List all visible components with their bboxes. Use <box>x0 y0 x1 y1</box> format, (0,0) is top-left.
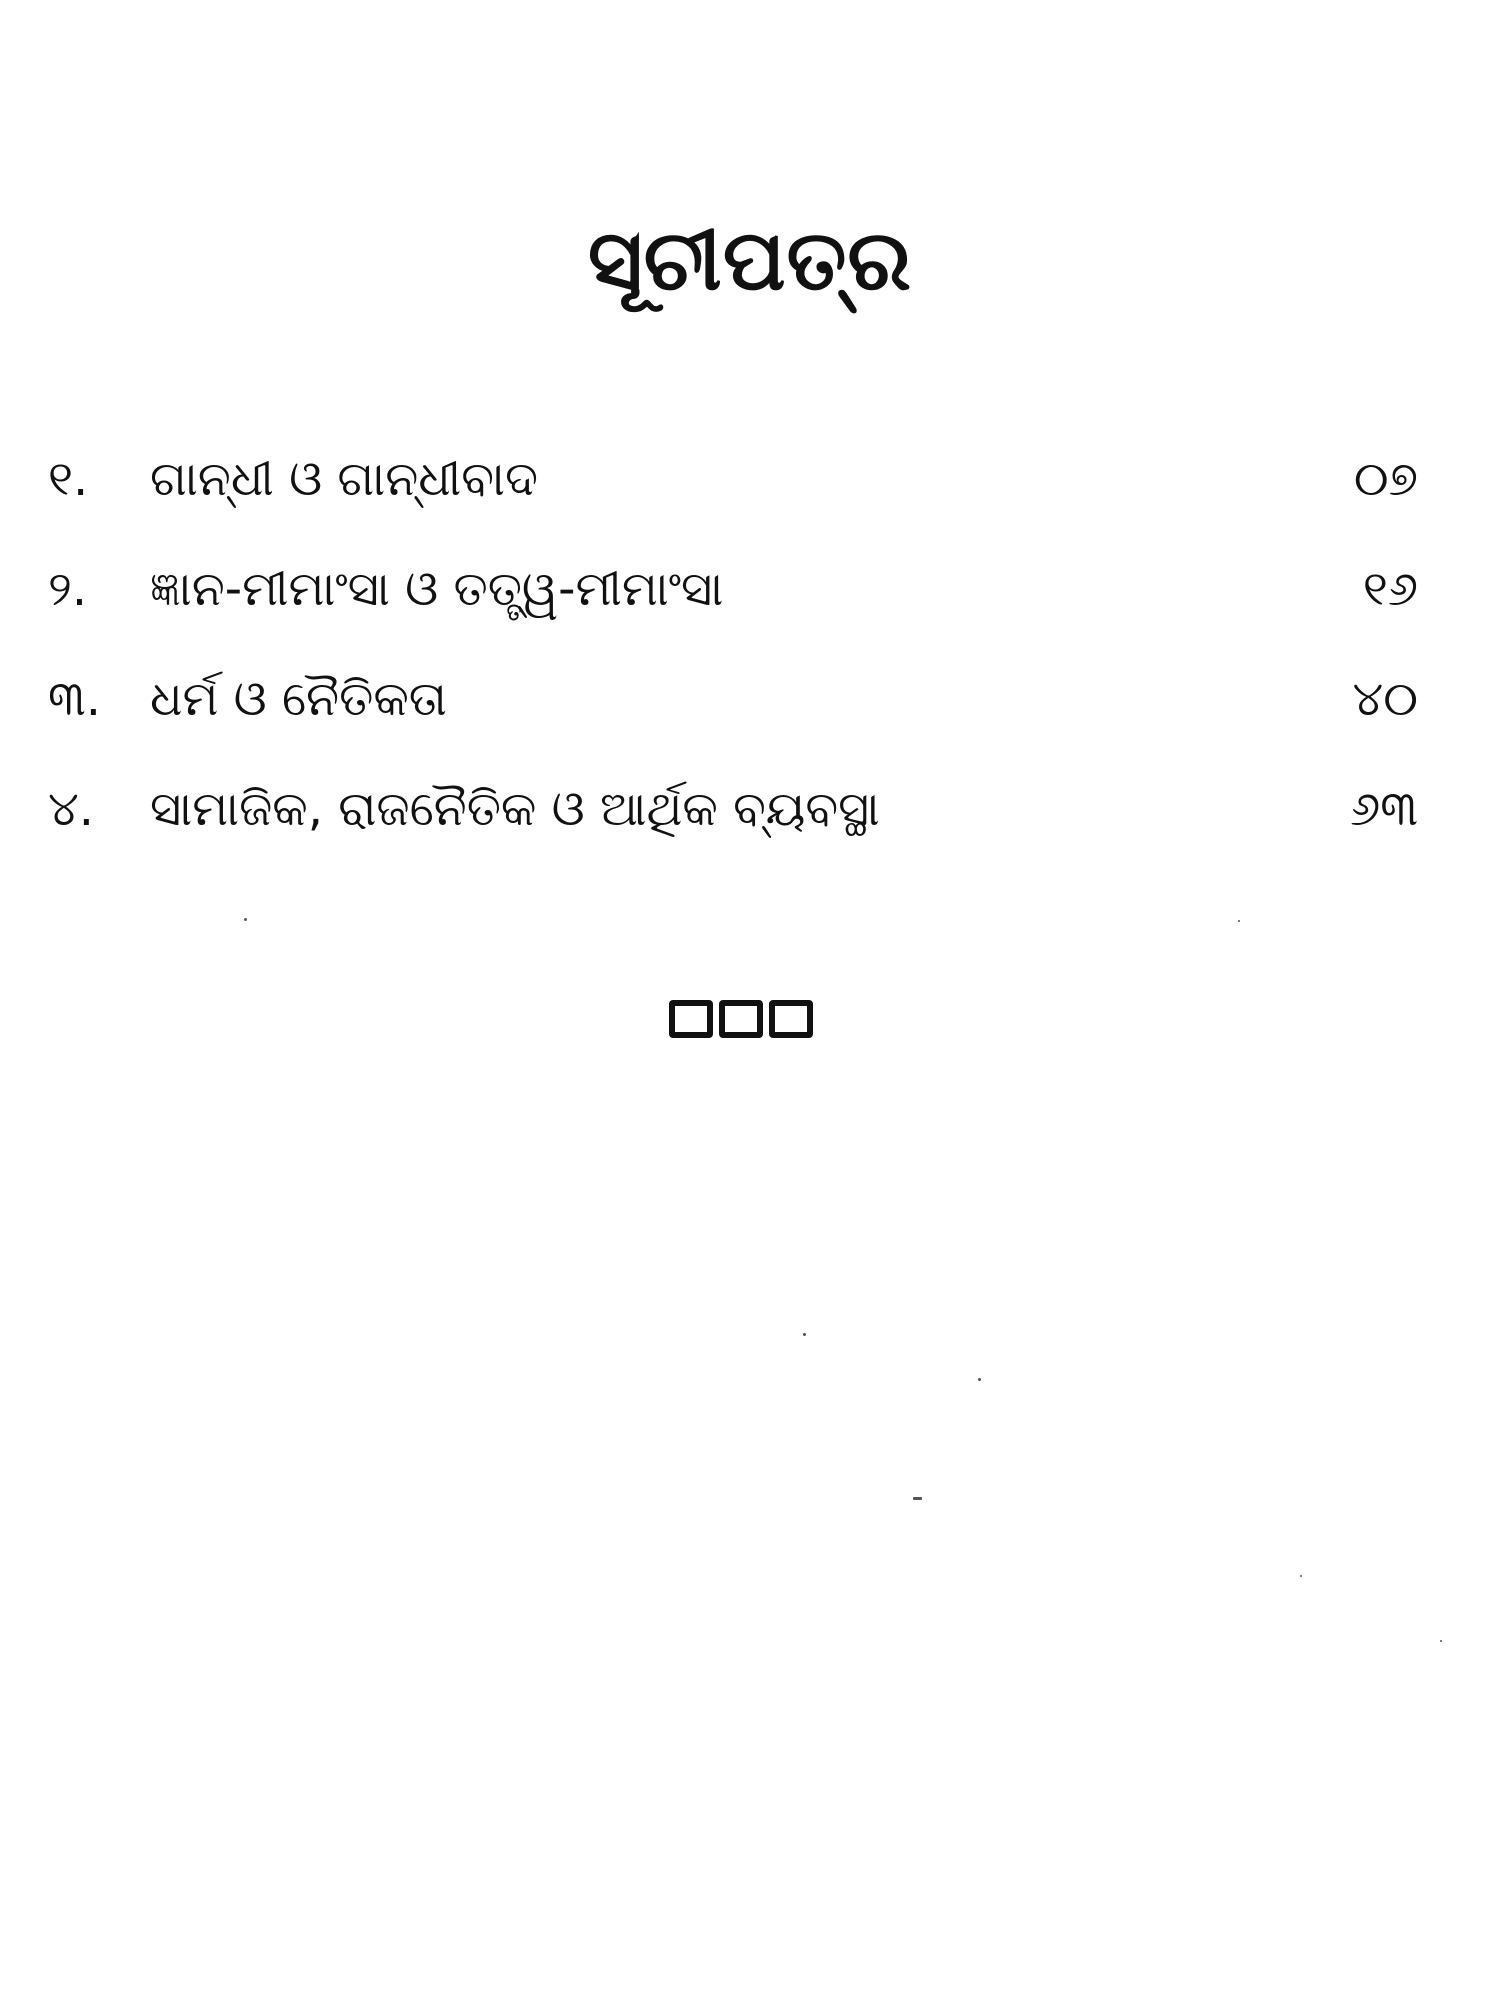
toc-entry-page: ୬୩ <box>1350 781 1418 837</box>
scan-speck <box>1300 1575 1302 1577</box>
toc-entry <box>48 781 1418 895</box>
toc-entry-number: ୩. <box>48 671 101 727</box>
toc-entry <box>48 671 1418 785</box>
toc-entry-number: ୧. <box>48 451 89 507</box>
scan-speck <box>1440 1640 1442 1642</box>
toc-entry-page: ୪୦ <box>1352 671 1418 727</box>
toc-entry <box>48 451 1418 565</box>
end-mark-box <box>669 1000 713 1038</box>
page-title: ସୂଚୀପତ୍ର <box>587 211 913 309</box>
toc-entry-number: ୪. <box>48 781 95 837</box>
toc-entry-title: ଜ୍ଞାନ-ମୀମାଂସା ଓ ତତ୍ତ୍ୱ-ମୀମାଂସା <box>150 561 724 617</box>
scan-speck <box>913 1497 922 1500</box>
scan-speck <box>978 1378 981 1381</box>
end-mark-box <box>719 1000 763 1038</box>
toc-entry-page: ୦୭ <box>1353 451 1418 507</box>
toc-entry-title: ଧର୍ମ ଓ ନୈତିକତା <box>150 671 447 727</box>
toc-entry-title: ସାମାଜିକ, ରାଜନୈତିକ ଓ ଆର୍ଥିକ ବ୍ୟବସ୍ଥା <box>150 781 880 837</box>
end-mark-box <box>769 1000 813 1038</box>
scan-speck <box>244 918 247 921</box>
scan-speck <box>1238 920 1240 922</box>
table-of-contents <box>48 451 1418 895</box>
toc-entry-page: ୧୬ <box>1362 561 1418 617</box>
scan-speck <box>803 1333 806 1336</box>
toc-entry <box>48 561 1418 675</box>
toc-entry-number: ୨. <box>48 561 88 617</box>
end-of-section-mark <box>669 1000 813 1038</box>
toc-entry-title: ଗାନ୍ଧୀ ଓ ଗାନ୍ଧୀବାଦ <box>150 451 538 507</box>
